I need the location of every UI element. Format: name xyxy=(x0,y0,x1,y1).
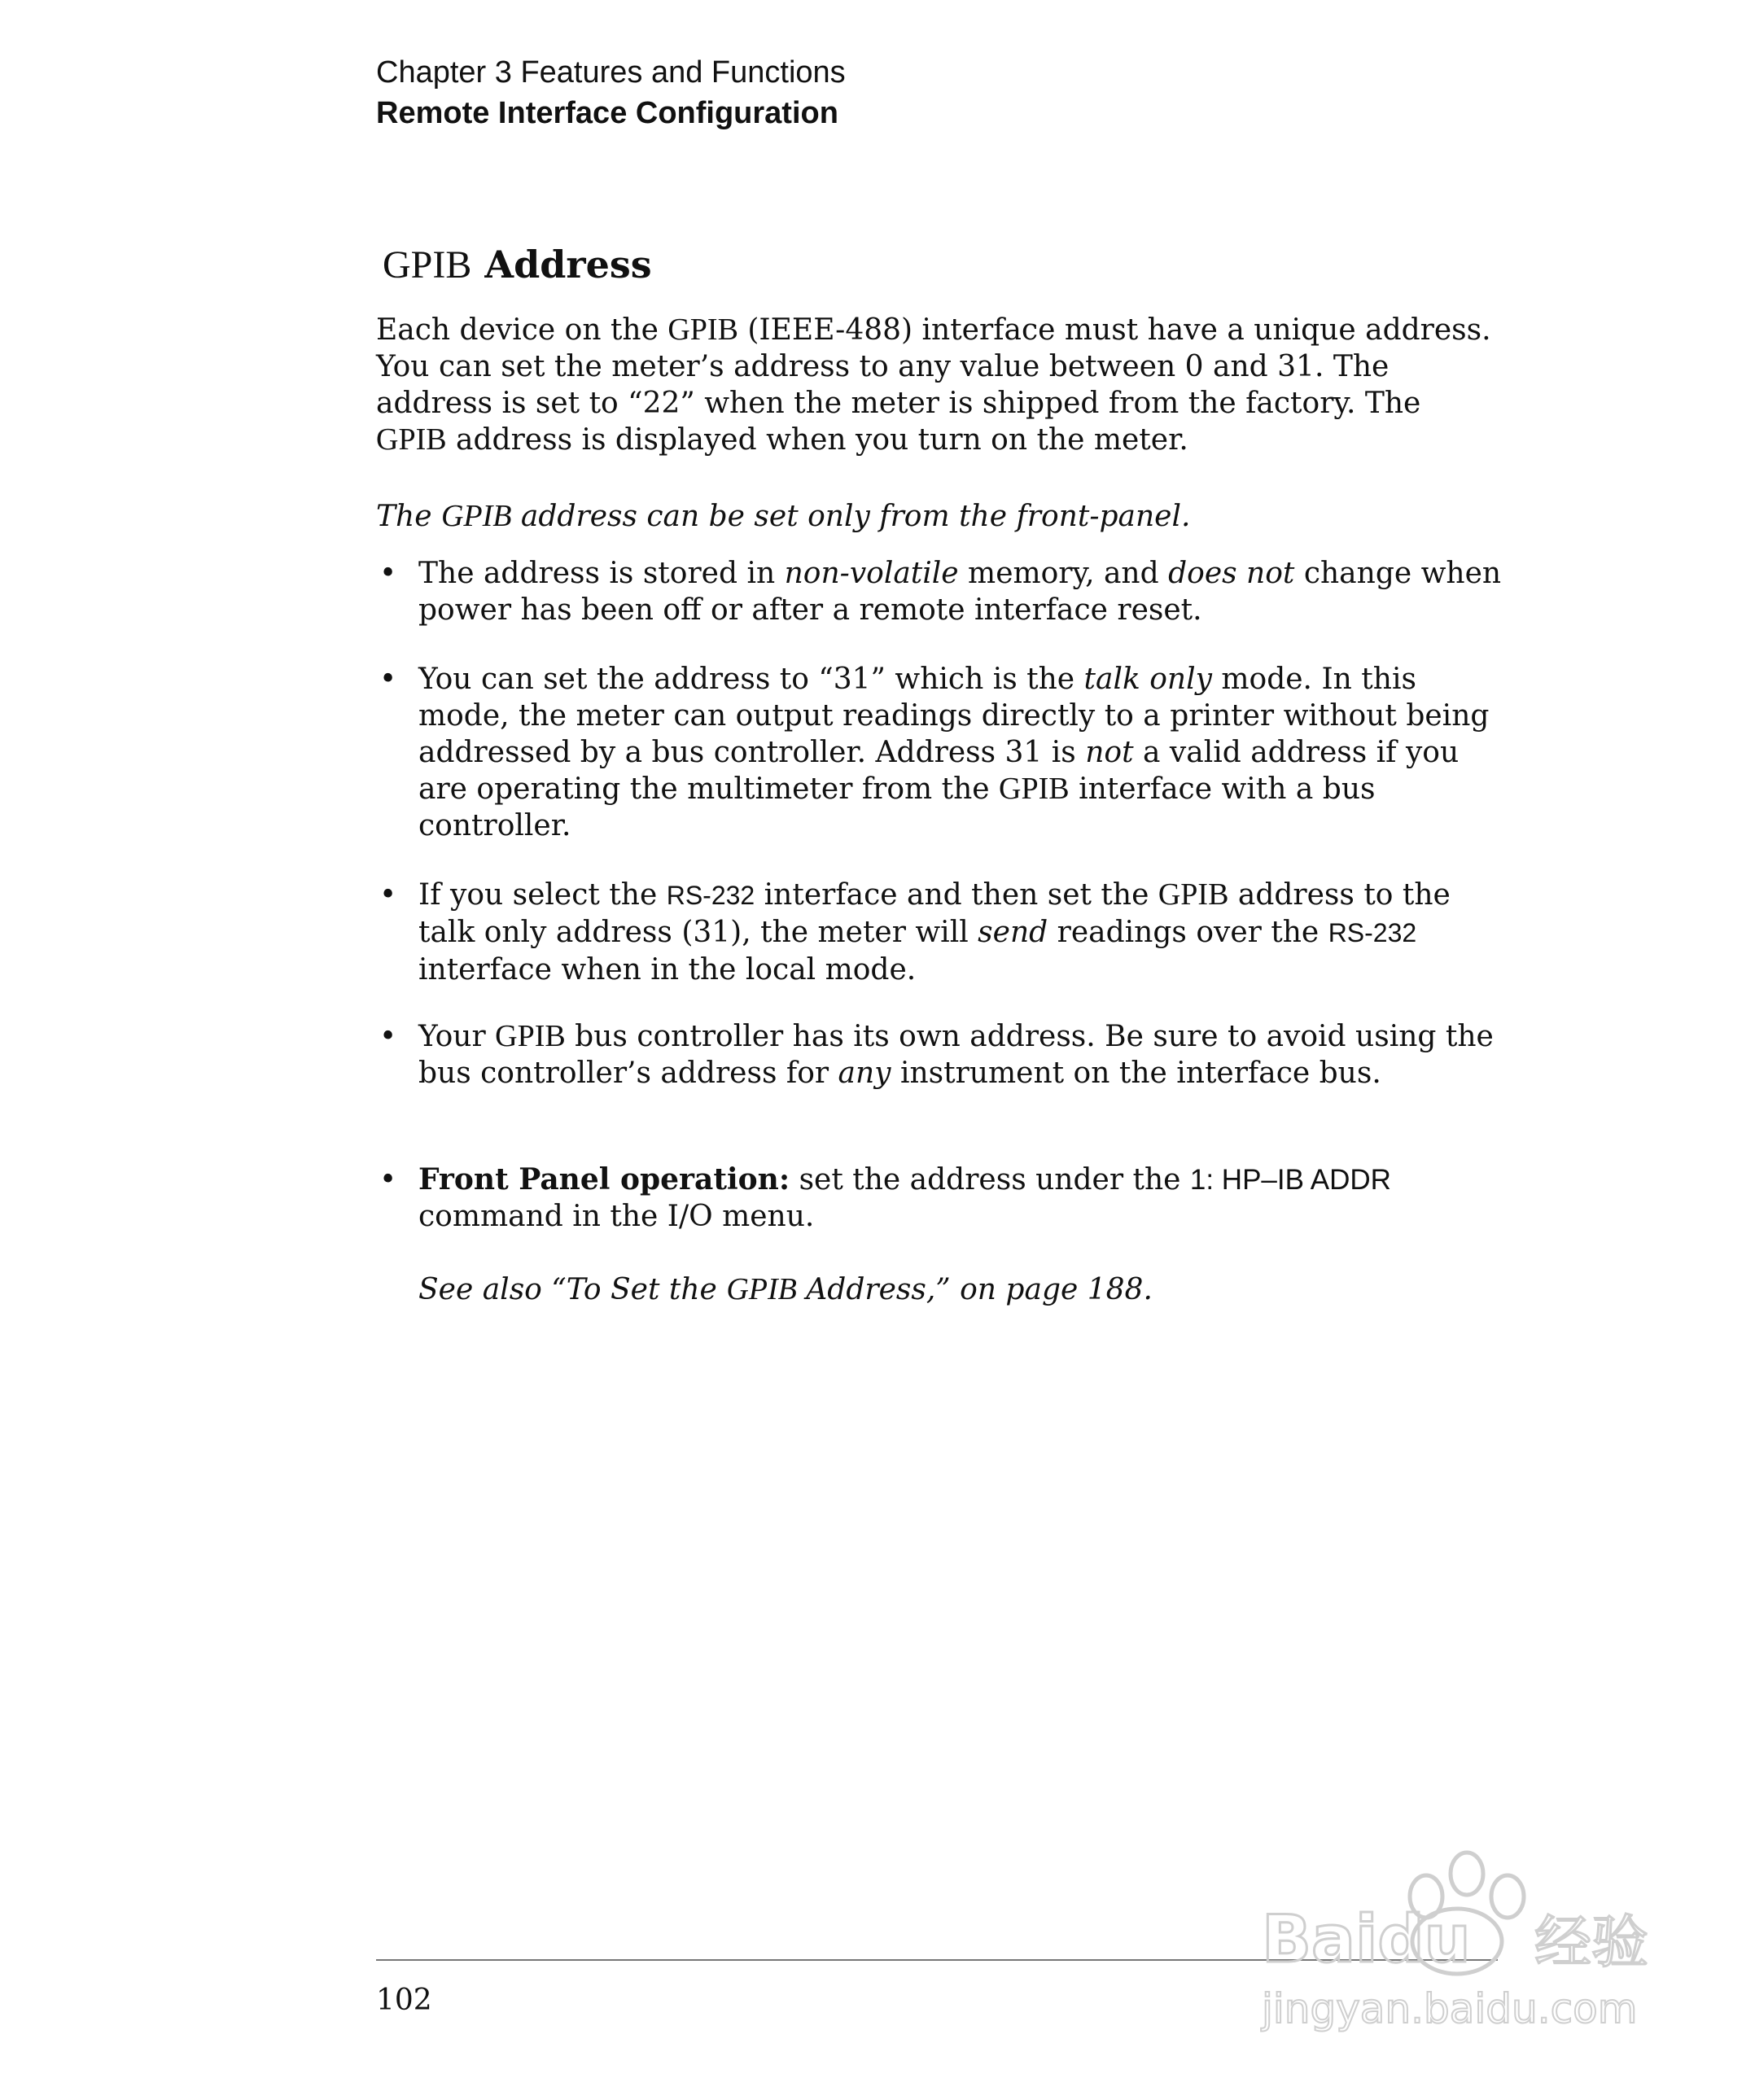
bullet-icon: • xyxy=(379,663,397,696)
bullet-text: interface and then set the xyxy=(755,878,1158,912)
list-item xyxy=(376,1162,1516,1235)
bullet-icon: • xyxy=(379,1163,397,1197)
rs232-term: RS-232 xyxy=(666,881,755,910)
see-also-reference xyxy=(418,1271,1153,1308)
bullet-text: set the address under the xyxy=(790,1163,1190,1197)
bullet-text: command in the I/O menu. xyxy=(418,1200,815,1233)
gpib-term: GPIB xyxy=(376,422,447,457)
bullet-text: If you select the xyxy=(418,878,667,912)
title-acronym: GPIB xyxy=(383,243,472,287)
gpib-term: GPIB xyxy=(726,1272,797,1306)
bullet-text: mode. In this mode, the meter can output readings directly to a printer without being addressed by a bus controller. Address 31 is xyxy=(418,663,1490,769)
note-text: The xyxy=(376,500,441,533)
rs232-term: RS-232 xyxy=(1328,918,1417,947)
bullet-icon: • xyxy=(379,1020,397,1053)
see-also-text: Address,” on page 188. xyxy=(796,1273,1153,1306)
front-panel-label: Front Panel operation: xyxy=(418,1162,790,1197)
list-item xyxy=(376,1018,1516,1092)
watermark-brand: Baidu xyxy=(1262,1901,1471,1977)
list-item xyxy=(376,877,1516,988)
bullet-text: memory, and xyxy=(958,557,1169,590)
intro-text: Each device on the xyxy=(376,313,668,347)
emphasis: does not xyxy=(1168,557,1295,590)
page-number: 102 xyxy=(376,1984,432,2017)
emphasis: not xyxy=(1085,736,1134,769)
intro-text: (IEEE-488) interface must have a unique address. You can set the meter’s address to any value between 0 and 31. The address is set to “22” when the meter is shipped from the factory. The xyxy=(376,313,1491,420)
baidu-jingyan-watermark xyxy=(1254,1840,1677,2035)
watermark-cn: 经验 xyxy=(1534,1909,1648,1975)
gpib-term: GPIB xyxy=(495,1019,566,1053)
bullet-text: instrument on the interface bus. xyxy=(891,1057,1381,1090)
list-item xyxy=(376,555,1516,628)
see-also-text: See also “To Set the xyxy=(418,1273,727,1306)
bullet-text: interface when in the local mode. xyxy=(418,953,917,987)
title-word: Address xyxy=(484,243,652,287)
gpib-term: GPIB xyxy=(440,499,512,533)
bullet-text: readings over the xyxy=(1048,916,1328,949)
running-header xyxy=(376,52,846,133)
bullet-text: change when power has been off or after a remote interface reset. xyxy=(418,557,1502,627)
bullet-text: interface with a bus controller. xyxy=(418,772,1376,842)
intro-paragraph xyxy=(376,312,1499,458)
section-heading: Remote Interface Configuration xyxy=(376,96,838,130)
bullet-list-item xyxy=(376,661,1516,844)
emphasis: any xyxy=(838,1057,891,1090)
bullet-list-item xyxy=(376,1018,1516,1092)
bullet-text: address to the talk only address (31), the meter will xyxy=(418,878,1451,949)
bullet-list-item xyxy=(376,555,1516,628)
bullet-text: a valid address if you are operating the multimeter from the xyxy=(418,736,1460,806)
gpib-term: GPIB xyxy=(667,313,738,347)
gpib-term: GPIB xyxy=(1158,877,1229,912)
page-title xyxy=(383,240,652,290)
bullet-text: Your xyxy=(418,1020,496,1053)
bullet-icon: • xyxy=(379,557,397,590)
gpib-term: GPIB xyxy=(999,772,1070,806)
bullet-text: bus controller has its own address. Be sure to avoid using the bus controller’s address for xyxy=(418,1020,1494,1090)
list-item xyxy=(376,661,1516,844)
bullet-text: The address is stored in xyxy=(418,557,785,590)
emphasis: non-volatile xyxy=(784,557,959,590)
chapter-heading: Chapter 3 Features and Functions xyxy=(376,55,846,90)
bullet-text: You can set the address to “31” which is the xyxy=(418,663,1084,696)
watermark-url: jingyan.baidu.com xyxy=(1262,1985,1638,2032)
front-panel-note xyxy=(376,498,1499,535)
note-text: address can be set only from the front-panel. xyxy=(511,500,1191,533)
intro-text: address is displayed when you turn on the meter. xyxy=(446,423,1188,457)
emphasis: talk only xyxy=(1083,663,1212,696)
bullet-icon: • xyxy=(379,878,397,912)
bullet-list-item xyxy=(376,877,1516,988)
emphasis: send xyxy=(978,916,1048,949)
menu-command: 1: HP–IB ADDR xyxy=(1189,1164,1391,1196)
bullet-list-item xyxy=(376,1162,1516,1235)
